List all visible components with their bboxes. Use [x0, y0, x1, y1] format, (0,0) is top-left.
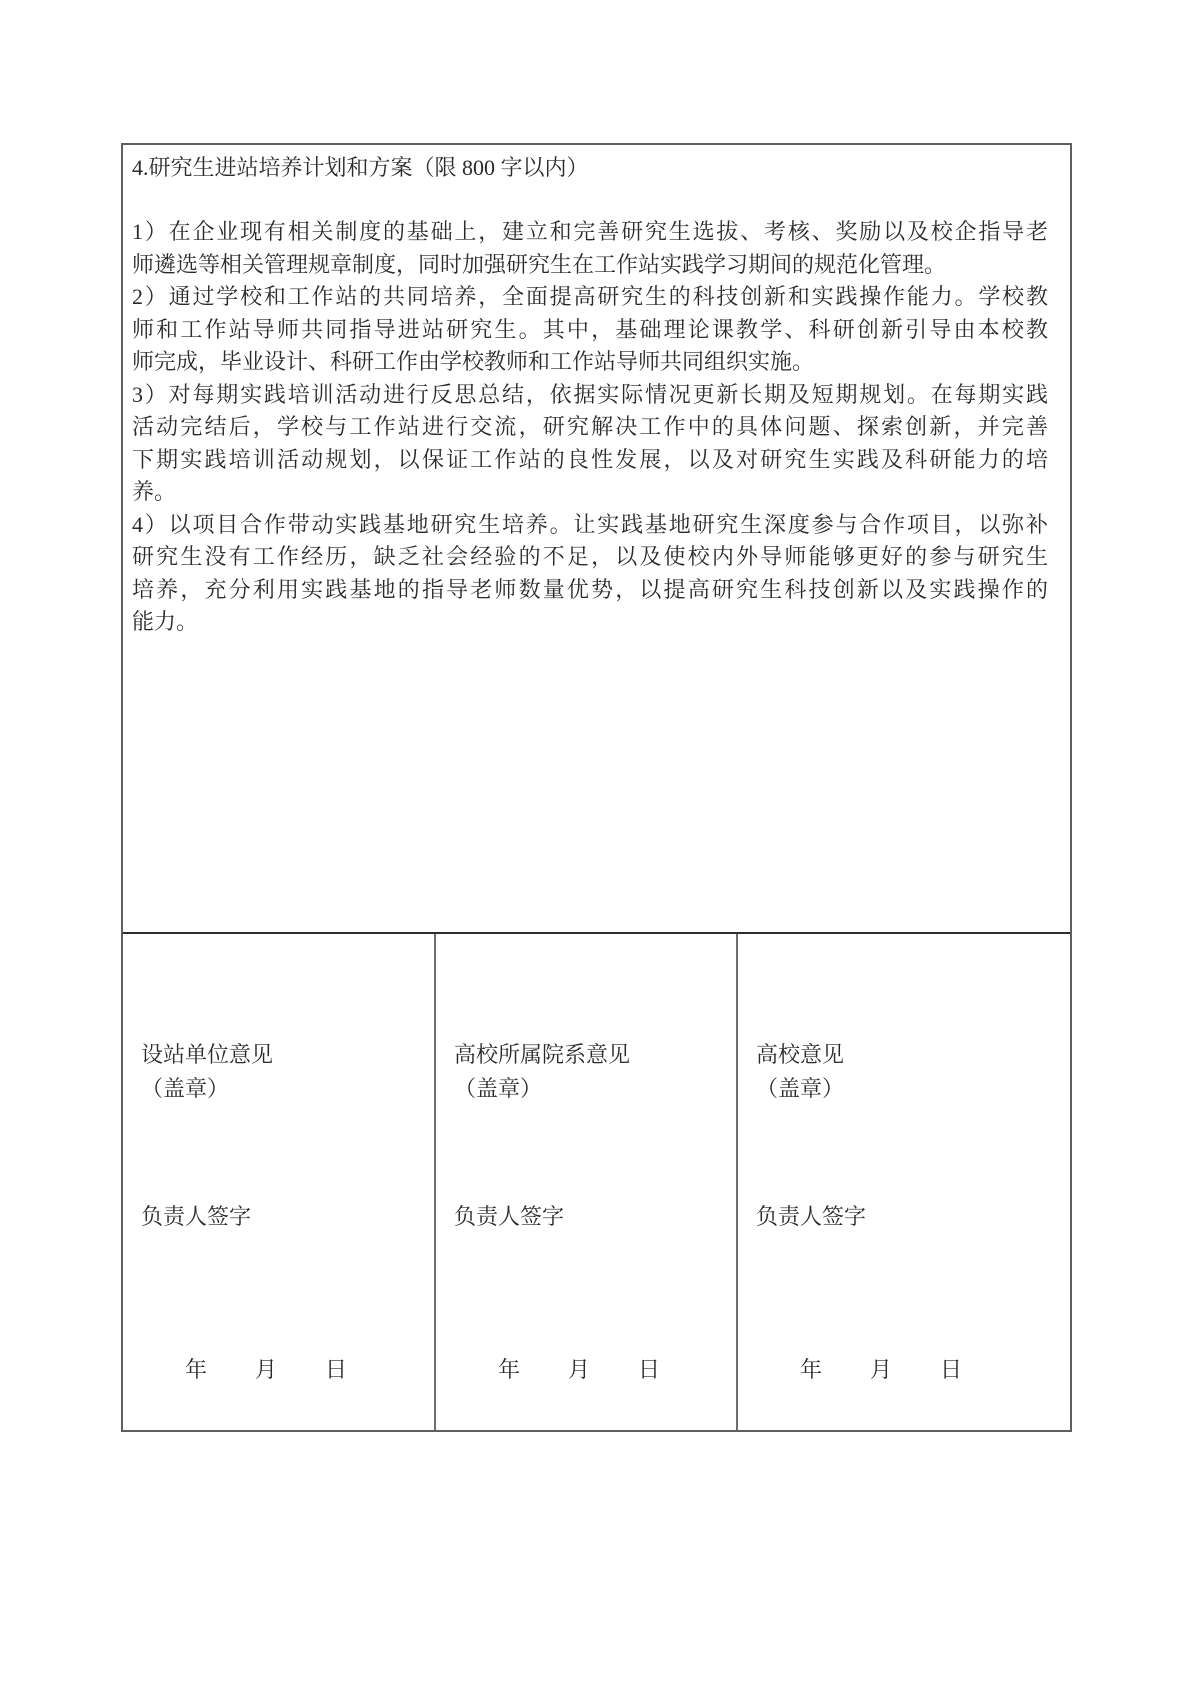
body-line: 能力。 — [132, 609, 199, 634]
opinion-label: 高校所属院系意见 — [454, 1042, 631, 1067]
signature-cell-department — [436, 934, 738, 1430]
plan-body-text — [132, 216, 1048, 639]
date-year-label: 年 — [185, 1357, 208, 1382]
date-month-label: 月 — [870, 1357, 893, 1382]
date-line — [756, 1353, 1064, 1386]
date-month-label: 月 — [568, 1357, 591, 1382]
body-line: 4）以项目合作带动实践基地研究生培养。让实践基地研究生深度参与合作项目，以弥补 — [132, 511, 1048, 537]
body-line: 师和工作站导师共同指导进站研究生。其中，基础理论课教学、科研创新引导由本校教 — [132, 316, 1048, 342]
body-line: 下期实践培训活动规划，以保证工作站的良性发展，以及对研究生实践及科研能力的培 — [132, 446, 1048, 472]
stamp-label: （盖章） — [141, 1076, 230, 1101]
signer-label: 负责人签字 — [454, 1204, 565, 1229]
date-day-label: 日 — [325, 1357, 348, 1382]
date-year-label: 年 — [498, 1357, 521, 1382]
signature-row — [123, 934, 1070, 1430]
stamp-label: （盖章） — [756, 1076, 845, 1101]
body-line: 1）在企业现有相关制度的基础上，建立和完善研究生选拔、考核、奖励以及校企指导老 — [132, 219, 1048, 244]
date-month-label: 月 — [255, 1357, 278, 1382]
date-line — [141, 1353, 428, 1386]
body-line: 2）通过学校和工作站的共同培养，全面提高研究生的科技创新和实践操作能力。学校教 — [132, 284, 1048, 309]
date-line — [454, 1353, 730, 1386]
date-day-label: 日 — [638, 1357, 661, 1382]
body-line: 师遴选等相关管理规章制度，同时加强研究生在工作站实践学习期间的规范化管理。 — [132, 251, 947, 277]
signer-label: 负责人签字 — [141, 1204, 252, 1229]
stamp-label: （盖章） — [454, 1076, 543, 1101]
date-year-label: 年 — [800, 1357, 823, 1382]
body-line: 活动完结后，学校与工作站进行交流，研究解决工作中的具体问题、探索创新，并完善 — [132, 414, 1048, 439]
training-plan-cell — [123, 145, 1070, 934]
signer-label: 负责人签字 — [756, 1204, 867, 1229]
plan-section-title: 4.研究生进站培养计划和方案（限 800 字以内） — [132, 155, 589, 180]
body-line: 研究生没有工作经历，缺乏社会经验的不足，以及使校内外导师能够更好的参与研究生 — [132, 544, 1048, 569]
signature-cell-university — [738, 934, 1070, 1430]
body-line: 师完成，毕业设计、科研工作由学校教师和工作站导师共同组织实施。 — [132, 349, 815, 374]
body-line: 培养，充分利用实践基地的指导老师数量优势，以提高研究生科技创新以及实践操作的 — [132, 576, 1048, 602]
body-line: 养。 — [132, 479, 177, 504]
form-table — [121, 143, 1072, 1432]
opinion-label: 设站单位意见 — [141, 1042, 274, 1067]
opinion-label: 高校意见 — [756, 1042, 845, 1067]
date-day-label: 日 — [940, 1357, 963, 1382]
body-line: 3）对每期实践培训活动进行反思总结，依据实际情况更新长期及短期规划。在每期实践 — [132, 381, 1048, 407]
signature-cell-station-unit — [123, 934, 436, 1430]
